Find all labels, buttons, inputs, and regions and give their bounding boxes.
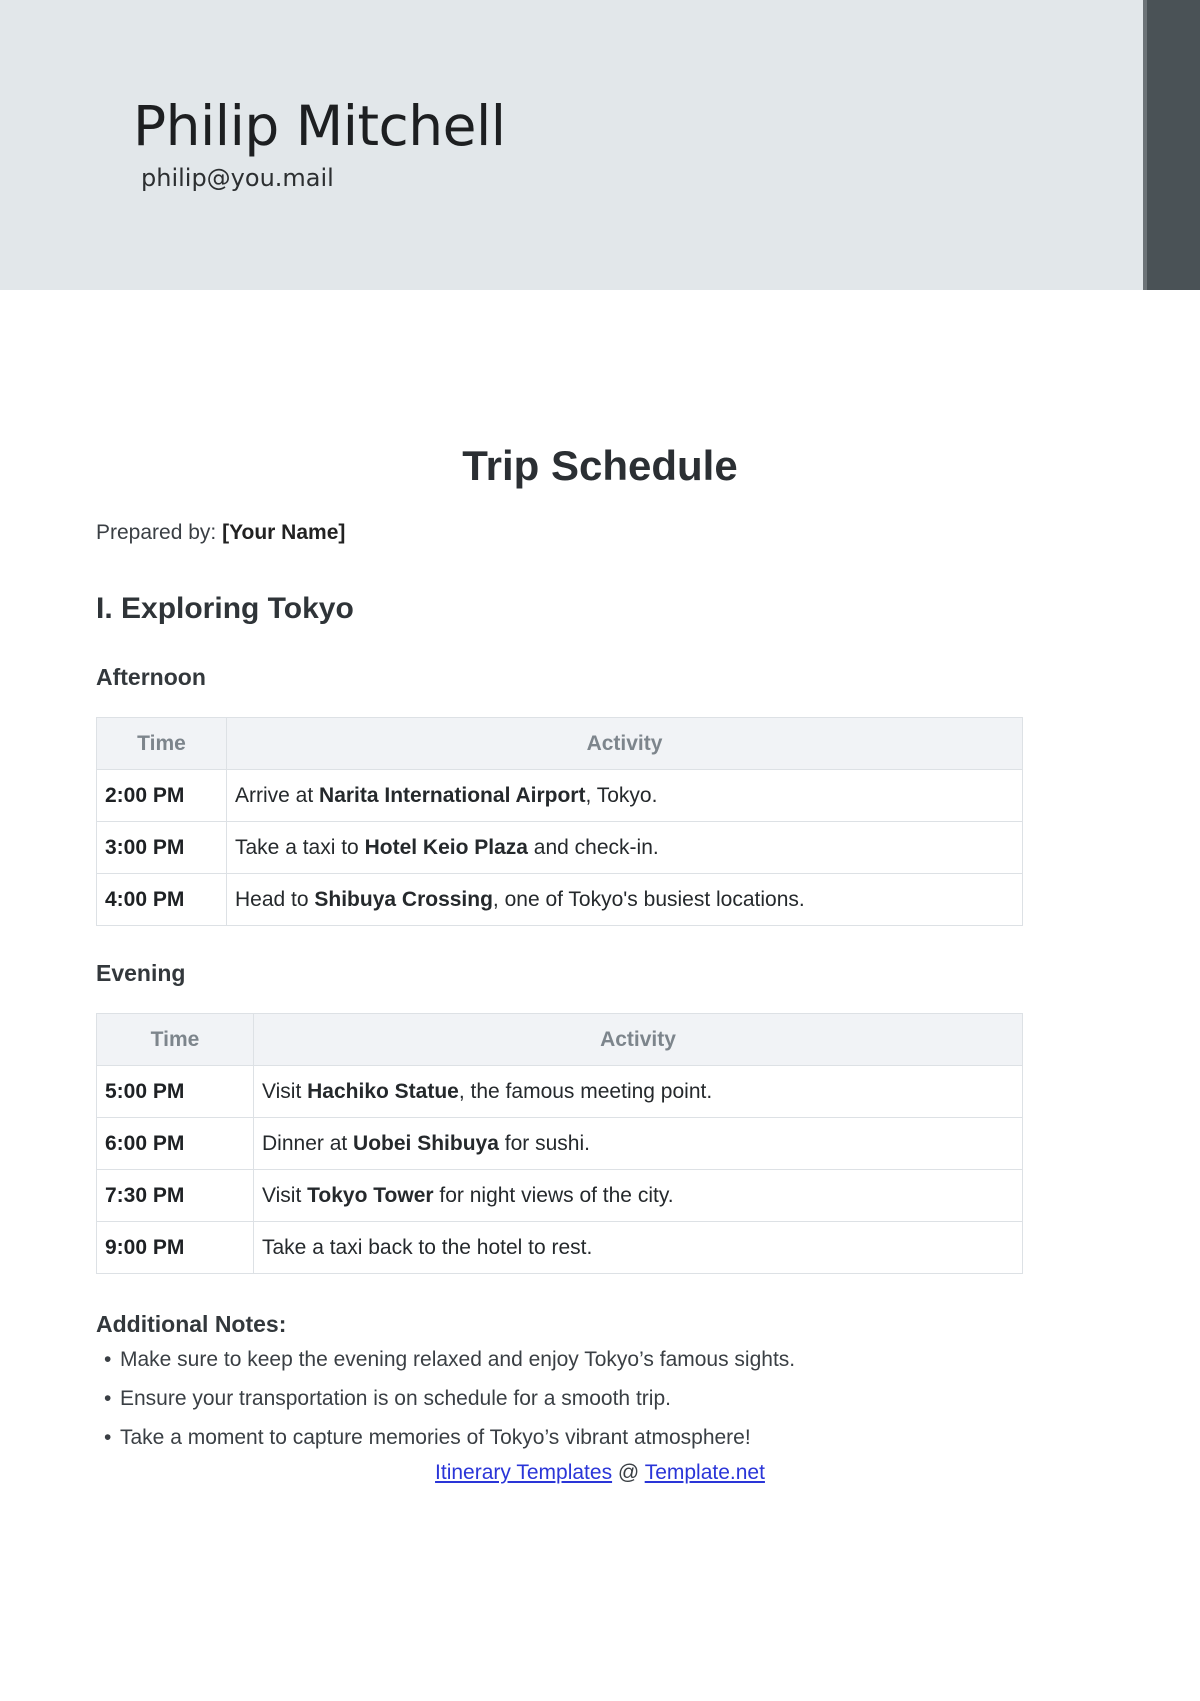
activity-text: Take a taxi back to the hotel to rest. <box>262 1235 593 1259</box>
activity-text: , one of Tokyo's busiest locations. <box>492 887 805 911</box>
table-row <box>97 770 1023 822</box>
activity-text: Take a taxi to <box>235 835 365 859</box>
row-activity <box>254 1222 1023 1274</box>
column-header-activity: Activity <box>227 718 1023 770</box>
table-row <box>97 874 1023 926</box>
sender-email: philip@you.mail <box>141 164 334 192</box>
document-title: Trip Schedule <box>462 442 738 489</box>
table-row <box>97 1066 1023 1118</box>
section-heading: I. Exploring Tokyo <box>96 592 354 625</box>
row-time: 2:00 PM <box>97 770 227 822</box>
activity-text: Visit <box>262 1079 308 1103</box>
notes-list <box>96 1343 795 1460</box>
activity-text: Arrive at <box>235 783 320 807</box>
row-activity <box>227 822 1023 874</box>
activity-text: and check-in. <box>527 835 659 859</box>
list-item: • Make sure to keep the evening relaxed and enjoy Tokyo’s famous sights. <box>96 1343 795 1382</box>
column-header-activity: Activity <box>254 1014 1023 1066</box>
table-row <box>97 822 1023 874</box>
row-activity <box>254 1066 1023 1118</box>
list-item: • Take a moment to capture memories of Tokyo’s vibrant atmosphere! <box>96 1421 795 1460</box>
activity-place: Hachiko Statue <box>307 1079 459 1103</box>
activity-text: , the famous meeting point. <box>458 1079 713 1103</box>
row-activity <box>227 874 1023 926</box>
prepared-by <box>96 521 345 545</box>
row-time: 3:00 PM <box>97 822 227 874</box>
evening-table <box>96 1013 1023 1274</box>
row-activity <box>254 1170 1023 1222</box>
table-header-row <box>97 1014 1023 1066</box>
activity-place: Hotel Keio Plaza <box>364 835 528 859</box>
row-activity <box>254 1118 1023 1170</box>
footer-attribution <box>0 1461 1200 1485</box>
prepared-by-label: Prepared by: <box>96 521 223 544</box>
list-item: • Ensure your transportation is on schedule for a smooth trip. <box>96 1382 795 1421</box>
row-time: 4:00 PM <box>97 874 227 926</box>
table-row <box>97 1222 1023 1274</box>
column-header-time: Time <box>97 1014 254 1066</box>
activity-text: Dinner at <box>262 1131 354 1155</box>
itinerary-templates-link[interactable]: Itinerary Templates <box>435 1461 613 1484</box>
table-header-row <box>97 718 1023 770</box>
sender-name: Philip Mitchell <box>133 94 506 158</box>
activity-text: , Tokyo. <box>585 783 658 807</box>
activity-place: Narita International Airport <box>319 783 586 807</box>
activity-text: for night views of the city. <box>433 1183 674 1207</box>
activity-text: Head to <box>235 887 315 911</box>
activity-place: Uobei Shibuya <box>353 1131 499 1155</box>
activity-place: Shibuya Crossing <box>314 887 493 911</box>
row-activity <box>227 770 1023 822</box>
row-time: 7:30 PM <box>97 1170 254 1222</box>
afternoon-table <box>96 717 1023 926</box>
evening-heading: Evening <box>96 960 186 986</box>
activity-place: Tokyo Tower <box>307 1183 434 1207</box>
activity-text: for sushi. <box>498 1131 590 1155</box>
prepared-by-value: [Your Name] <box>222 521 346 544</box>
activity-text: Visit <box>262 1183 308 1207</box>
table-row <box>97 1170 1023 1222</box>
notes-heading: Additional Notes: <box>96 1311 287 1337</box>
row-time: 9:00 PM <box>97 1222 254 1274</box>
row-time: 6:00 PM <box>97 1118 254 1170</box>
afternoon-heading: Afternoon <box>96 664 206 690</box>
column-header-time: Time <box>97 718 227 770</box>
template-net-link[interactable]: Template.net <box>644 1461 765 1484</box>
footer-separator: @ <box>612 1461 645 1484</box>
table-row <box>97 1118 1023 1170</box>
row-time: 5:00 PM <box>97 1066 254 1118</box>
header-accent-bar <box>1143 0 1200 290</box>
